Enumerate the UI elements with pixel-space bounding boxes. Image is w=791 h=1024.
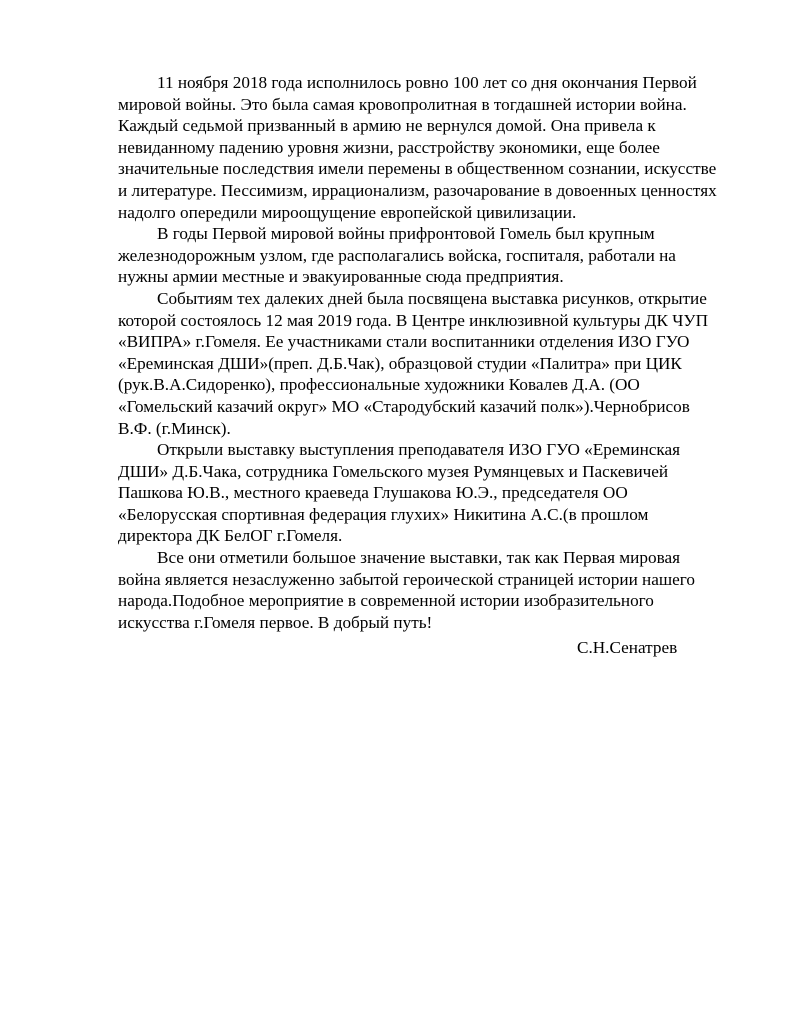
paragraph-1: 11 ноября 2018 года исполнилось ровно 100 лет со дня окончания Первой мировой войны. Это была самая кровопролитная в тогдашней истории война. Каждый седьмой призванный в армию не вернулся домой. Она привела к невиданному падению уровня жизни, расстройству экономики, еще более значительные последствия имели перемены в общественном сознании, искусстве и литературе. Пессимизм, иррационализм, разочарование в довоенных ценностях надолго опередили мироощущение европейской цивилизации. — [118, 73, 717, 222]
paragraph-3: Событиям тех далеких дней была посвящена выставка рисунков, открытие которой состоялось 12 мая 2019 года. В Центре инклюзивной культуры ДК ЧУП «ВИПРА» г.Гомеля. Ее участниками стали воспитанники отделения ИЗО ГУО «Ереминская ДШИ»(преп. Д.Б.Чак), образцовой студии «Палитра» при ЦИК (рук.В.А.Сидоренко), профессиональные художники Ковалев Д.А. (ОО «Гомельский казачий округ» МО «Стародубский казачий полк»).Чернобрисов В.Ф. (г.Минск). — [118, 288, 708, 438]
paragraph-4: Открыли выставку выступления преподавателя ИЗО ГУО «Ереминская ДШИ» Д.Б.Чака, сотрудника Гомельского музея Румянцевых и Паскевичей Пашкова Ю.В., местного краеведа Глушакова Ю.Э., председателя ОО «Белорусская спортивная федерация глухих» Никитина А.С.(в прошлом директора ДК БелОГ г.Гомеля. — [118, 440, 681, 546]
article-body — [118, 72, 718, 633]
author-signature: С.Н.Сенатрев — [577, 638, 678, 657]
paragraph-5: Все они отметили большое значение выставки, так как Первая мировая война является незаслуженно забытой героической страницей истории нашего народа.Подобное мероприятие в современной истории изобразительного искусства г.Гомеля первое. В добрый путь! — [118, 548, 695, 632]
paragraph-2: В годы Первой мировой войны прифронтовой Гомель был крупным железнодорожным узлом, где располагались войска, госпиталя, работали на нужны армии местные и эвакуированные сюда предприятия. — [118, 224, 676, 287]
